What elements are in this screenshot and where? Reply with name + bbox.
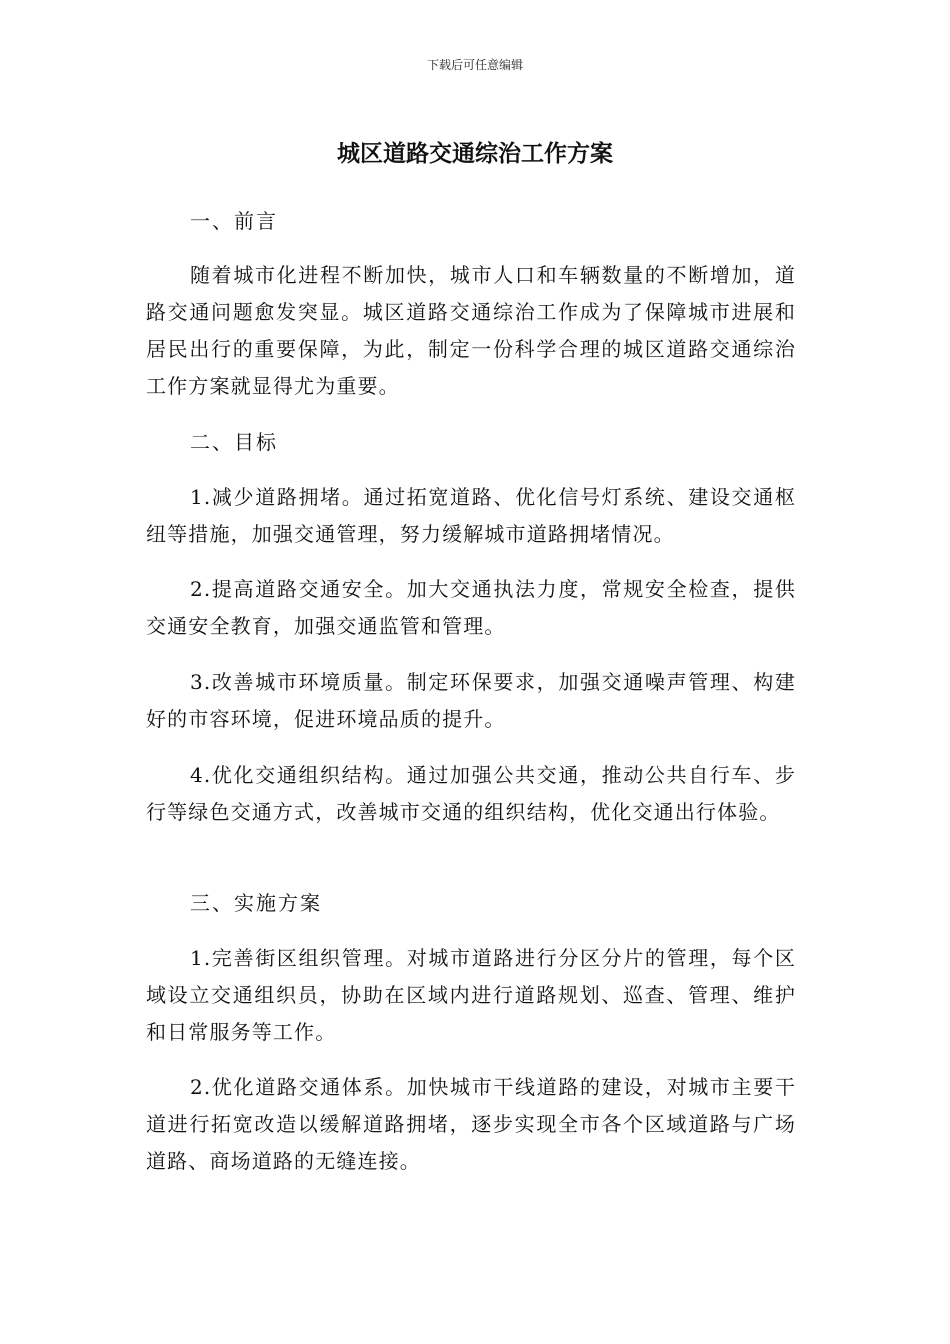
paragraph: 2.优化道路交通体系。加快城市干线道路的建设，对城市主要干道进行拓宽改造以缓解道路拥堵，逐步实现全市各个区域道路与广场道路、商场道路的无缝连接。 (146, 1075, 796, 1173)
header-note: 下载后可任意编辑 (426, 58, 523, 72)
goal-item-1 (146, 479, 796, 553)
section-heading-preface: 一、前言 (190, 209, 278, 233)
paragraph-preface (146, 257, 796, 405)
section-heading-goals: 二、目标 (190, 430, 278, 454)
paragraph: 1.减少道路拥堵。通过拓宽道路、优化信号灯系统、建设交通枢纽等措施，加强交通管理，努力缓解城市道路拥堵情况。 (146, 485, 796, 546)
section-heading-implementation: 三、实施方案 (190, 891, 322, 915)
goal-item-3 (146, 664, 796, 738)
section-goals (146, 424, 796, 461)
paragraph: 随着城市化进程不断加快，城市人口和车辆数量的不断增加，道路交通问题愈发突显。城区道路交通综治工作成为了保障城市进展和居民出行的重要保障，为此，制定一份科学合理的城区道路交通综治工作方案就显得尤为重要。 (146, 263, 796, 398)
section-implementation (146, 885, 796, 922)
plan-item-1 (146, 940, 796, 1051)
goal-item-4 (146, 757, 796, 831)
paragraph: 1.完善街区组织管理。对城市道路进行分区分片的管理，每个区域设立交通组织员，协助在区域内进行道路规划、巡查、管理、维护和日常服务等工作。 (146, 946, 796, 1044)
paragraph: 3.改善城市环境质量。制定环保要求，加强交通噪声管理、构建好的市容环境，促进环境品质的提升。 (146, 670, 796, 731)
paragraph: 4.优化交通组织结构。通过加强公共交通，推动公共自行车、步行等绿色交通方式，改善城市交通的组织结构，优化交通出行体验。 (146, 763, 796, 824)
goal-item-2 (146, 571, 796, 645)
document-title: 城区道路交通综治工作方案 (337, 141, 613, 167)
paragraph: 2.提高道路交通安全。加大交通执法力度，常规安全检查，提供交通安全教育，加强交通监管和管理。 (146, 577, 796, 638)
section-preface (146, 203, 796, 240)
plan-item-2 (146, 1069, 796, 1180)
